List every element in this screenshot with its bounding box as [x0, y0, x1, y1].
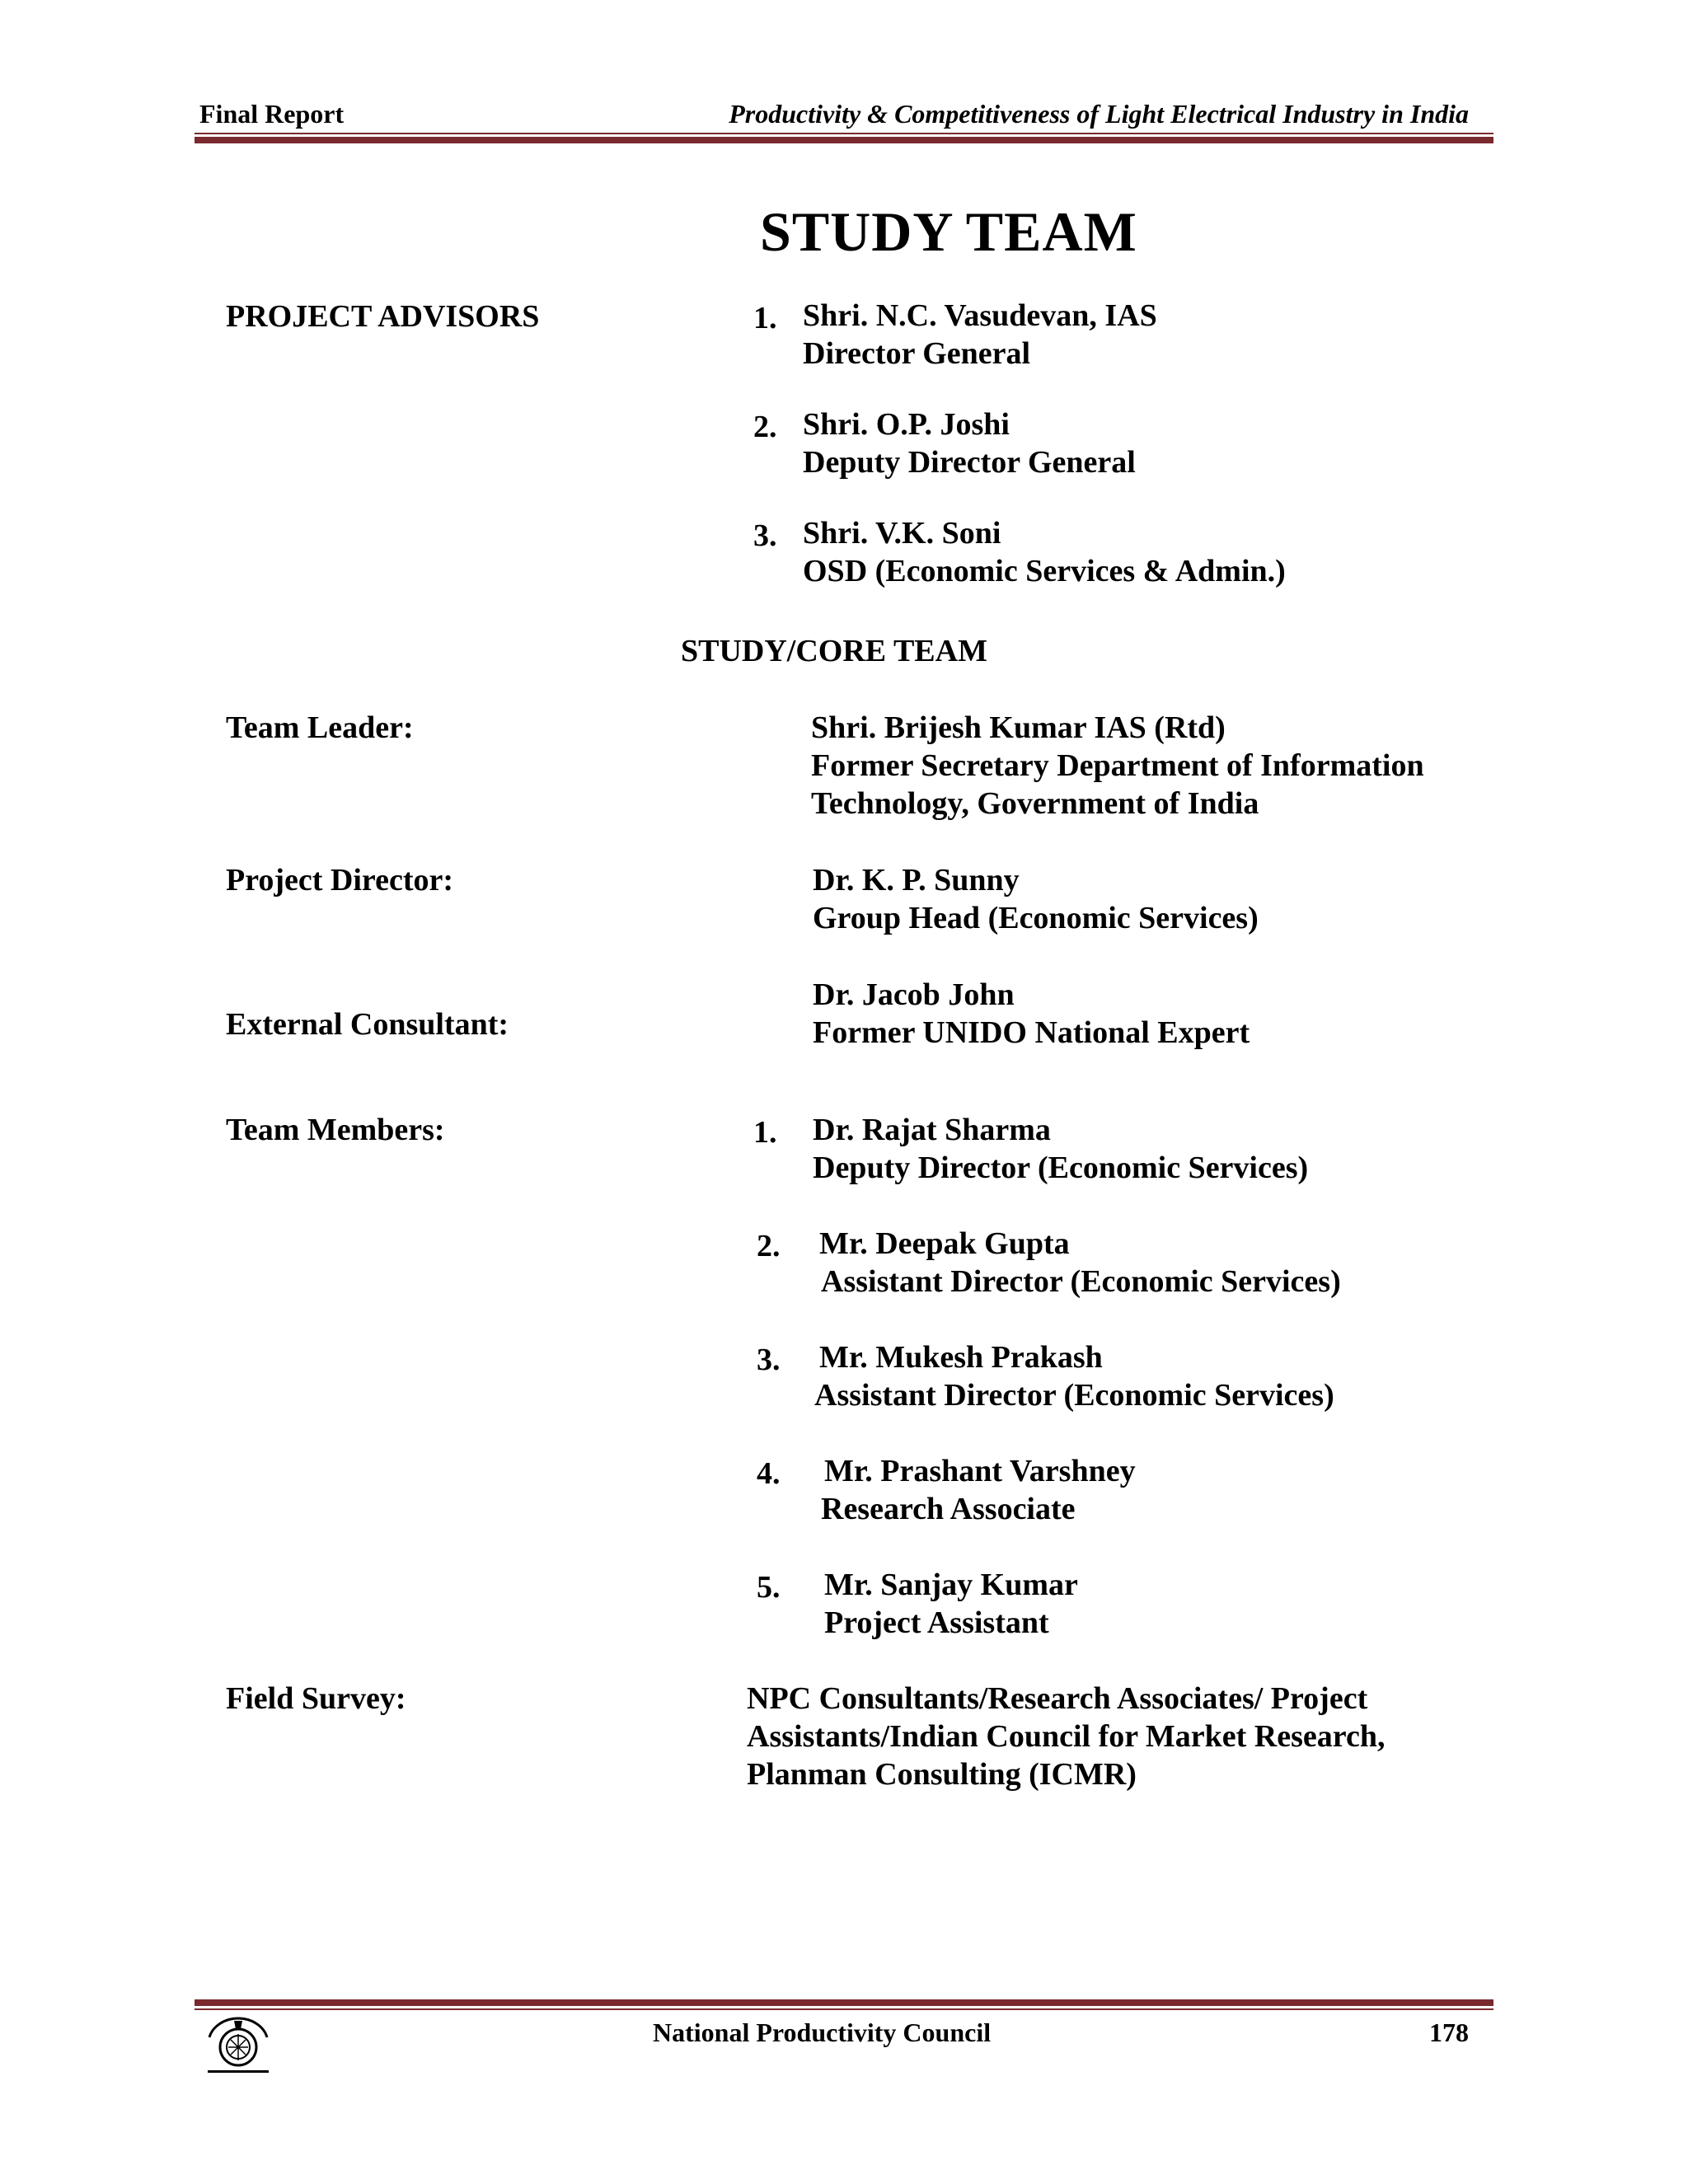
- external-consultant-line-1: Dr. Jacob John: [813, 977, 1015, 1012]
- member-1-role: Deputy Director (Economic Services): [813, 1151, 1309, 1185]
- core-team-heading: STUDY/CORE TEAM: [681, 634, 987, 668]
- advisor-1-name: Shri. N.C. Vasudevan, IAS: [803, 298, 1157, 333]
- member-5-role: Project Assistant: [824, 1605, 1049, 1640]
- member-2-num: 2.: [757, 1229, 781, 1263]
- member-5-name: Mr. Sanjay Kumar: [824, 1568, 1078, 1602]
- advisors-label: PROJECT ADVISORS: [226, 299, 540, 334]
- advisor-3-name: Shri. V.K. Soni: [803, 516, 1001, 551]
- external-consultant-label: External Consultant:: [226, 1007, 509, 1042]
- header-left: Final Report: [199, 99, 345, 129]
- advisor-1-role: Director General: [803, 336, 1031, 371]
- team-leader-line-2: Former Secretary Department of Information: [811, 748, 1424, 783]
- member-5-num: 5.: [757, 1570, 781, 1605]
- team-members-label: Team Members:: [226, 1113, 445, 1147]
- member-1-name: Dr. Rajat Sharma: [813, 1113, 1051, 1147]
- member-1-num: 1.: [753, 1115, 777, 1150]
- project-director-label: Project Director:: [226, 863, 454, 898]
- header-right: Productivity & Competitiveness of Light Electrical Industry in India: [729, 99, 1469, 129]
- page-number: 178: [1429, 2018, 1469, 2047]
- team-leader-label: Team Leader:: [226, 710, 414, 745]
- advisor-3-role: OSD (Economic Services & Admin.): [803, 554, 1286, 588]
- advisor-3-num: 3.: [753, 518, 777, 553]
- member-4-num: 4.: [757, 1456, 781, 1491]
- page-title: STUDY TEAM: [760, 200, 1137, 263]
- advisor-1-num: 1.: [753, 301, 777, 335]
- field-survey-line-1: NPC Consultants/Research Associates/ Project: [747, 1681, 1368, 1716]
- npc-emblem-icon: [198, 2004, 279, 2079]
- header-rule-thick: [195, 137, 1493, 143]
- member-3-name: Mr. Mukesh Prakash: [819, 1340, 1103, 1375]
- advisor-2-num: 2.: [753, 410, 777, 444]
- project-director-line-1: Dr. K. P. Sunny: [813, 863, 1020, 898]
- header-rule-thin: [195, 133, 1493, 134]
- field-survey-line-2: Assistants/Indian Council for Market Research,: [747, 1719, 1386, 1754]
- member-2-name: Mr. Deepak Gupta: [819, 1226, 1070, 1261]
- footer-organization: National Productivity Council: [653, 2018, 992, 2047]
- field-survey-label: Field Survey:: [226, 1681, 406, 1716]
- field-survey-line-3: Planman Consulting (ICMR): [747, 1757, 1137, 1792]
- footer-rule-thick: [195, 1999, 1493, 2006]
- advisor-2-role: Deputy Director General: [803, 445, 1136, 480]
- member-4-role: Research Associate: [821, 1492, 1076, 1526]
- member-3-num: 3.: [757, 1343, 781, 1377]
- team-leader-line-1: Shri. Brijesh Kumar IAS (Rtd): [811, 710, 1226, 745]
- external-consultant-line-2: Former UNIDO National Expert: [813, 1015, 1250, 1050]
- member-3-role: Assistant Director (Economic Services): [814, 1378, 1334, 1413]
- team-leader-line-3: Technology, Government of India: [811, 786, 1259, 821]
- member-4-name: Mr. Prashant Varshney: [824, 1454, 1136, 1488]
- member-2-role: Assistant Director (Economic Services): [821, 1264, 1341, 1299]
- project-director-line-2: Group Head (Economic Services): [813, 901, 1259, 935]
- advisor-2-name: Shri. O.P. Joshi: [803, 407, 1010, 442]
- footer-rule-thin: [195, 2008, 1493, 2010]
